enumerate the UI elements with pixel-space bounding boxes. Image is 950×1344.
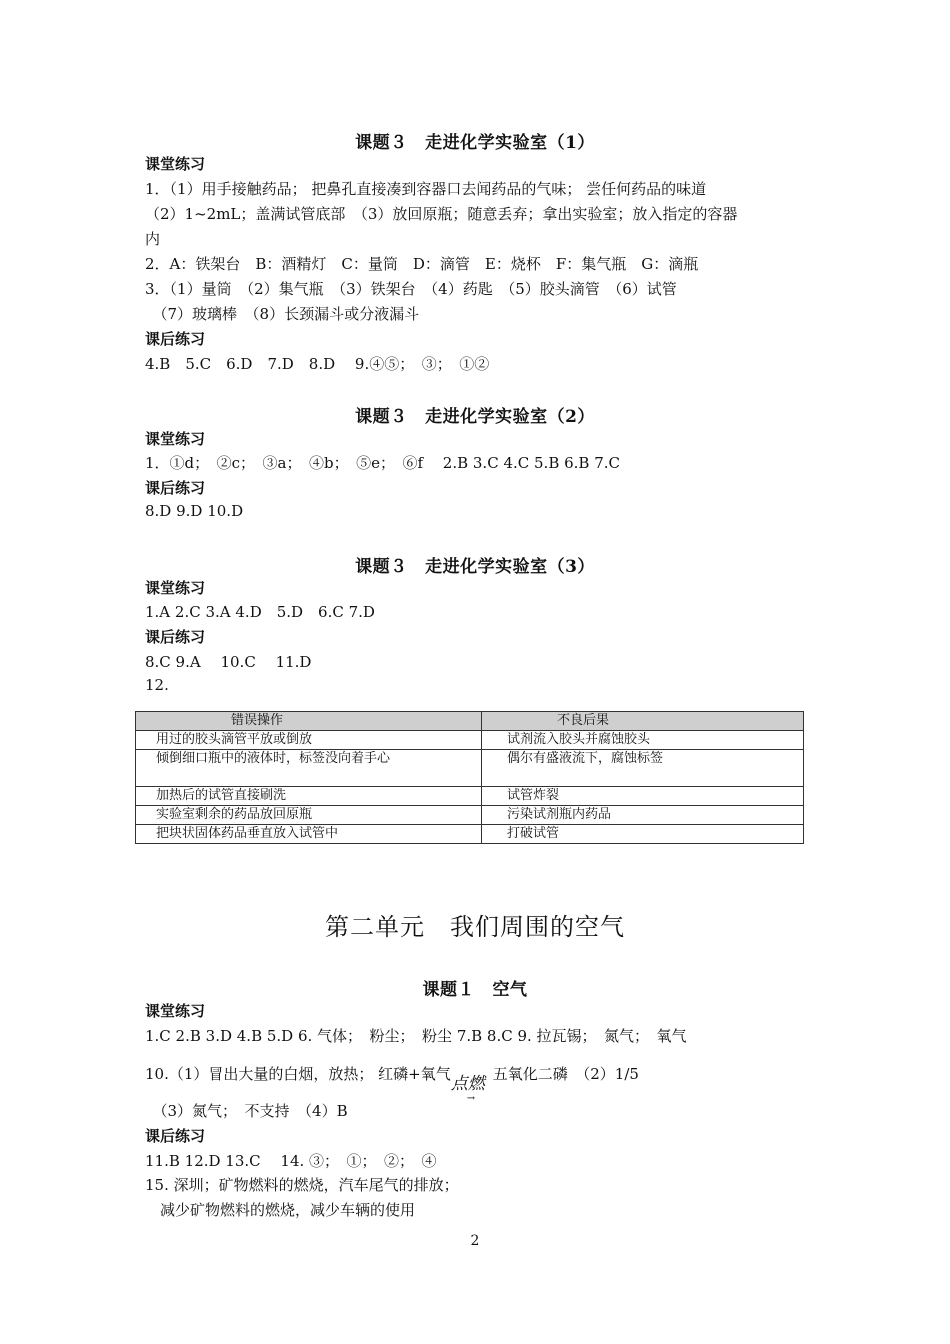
after-practice-label-1: 课后练习 [145, 330, 206, 348]
class-practice-label-1: 课堂练习 [145, 155, 206, 173]
table-cell: 试剂流入胶头并腐蚀胶头 [482, 731, 804, 750]
answer-line: 减少矿物燃料的燃烧，减少车辆的使用 [145, 1201, 416, 1219]
ignite-condition: 点燃 [450, 1074, 485, 1094]
after-practice-label-2: 课后练习 [145, 479, 206, 497]
answer-line: （7）玻璃棒 （8）长颈漏斗或分液漏斗 [145, 305, 420, 323]
answer-line: 1．①d； ②c； ③a； ④b； ⑤e； ⑥f 2.B 3.C 4.C 5.B 6.B 7.C [145, 454, 620, 472]
table-row [136, 731, 804, 750]
answer-line: 4.B 5.C 6.D 7.D 8.D 9.④⑤； ③； ①② [145, 355, 490, 373]
table-row [136, 787, 804, 806]
lesson-title: 课题１ 空气 [422, 980, 528, 1000]
unit-title: 第二单元 我们周围的空气 [325, 913, 625, 941]
answer-line: （2）1~2mL；盖满试管底部 （3）放回原瓶；随意丢弃；拿出实验室；放入指定的容器 [145, 205, 738, 223]
table-header-cell: 不良后果 [482, 712, 804, 731]
answer-line: 15. 深圳；矿物燃料的燃烧，汽车尾气的排放； [145, 1176, 459, 1194]
table-cell: 加热后的试管直接刷洗 [136, 787, 482, 806]
table-cell: 污染试剂瓶内药品 [482, 806, 804, 825]
answer-line: 1.C 2.B 3.D 4.B 5.D 6. 气体； 粉尘； 粉尘 7.B 8.C 9. 拉瓦锡； 氮气； 氧气 [145, 1027, 687, 1045]
table-cell: 用过的胶头滴管平放或倒放 [136, 731, 482, 750]
reaction-arrow-icon: → [466, 1093, 476, 1104]
page-number: 2 [470, 1233, 480, 1249]
table-cell: 把块状固体药品垂直放入试管中 [136, 825, 482, 844]
table-header-row [136, 712, 804, 731]
section-title-2: 课题３ 走进化学实验室（2） [355, 407, 595, 427]
answer-line: 8.C 9.A 10.C 11.D [145, 653, 312, 671]
table-cell: 试管炸裂 [482, 787, 804, 806]
after-practice-label-4: 课后练习 [145, 1127, 206, 1145]
q10-line [145, 1063, 639, 1104]
table-cell: 打破试管 [482, 825, 804, 844]
section-title-3: 课题３ 走进化学实验室（3） [355, 557, 595, 577]
section-title-1: 课题３ 走进化学实验室（1） [355, 133, 595, 153]
table-row [136, 750, 804, 787]
table-cell: 偶尔有盛液流下，腐蚀标签 [482, 750, 804, 787]
table-row [136, 806, 804, 825]
table-header-cell: 错误操作 [136, 712, 482, 731]
class-practice-label-3: 课堂练习 [145, 579, 206, 597]
lab-error-table [135, 711, 804, 844]
class-practice-label-4: 课堂练习 [145, 1002, 206, 1020]
table-cell: 倾倒细口瓶中的液体时，标签没向着手心 [136, 750, 482, 787]
after-practice-label-3: 课后练习 [145, 628, 206, 646]
answer-line: 1．（1）用手接触药品； 把鼻孔直接凑到容器口去闻药品的气味； 尝任何药品的味道 [145, 180, 707, 198]
class-practice-label-2: 课堂练习 [145, 430, 206, 448]
answer-line: 3．（1）量筒 （2）集气瓶 （3）铁架台 （4）药匙 （5）胶头滴管 （6）试管 [145, 280, 677, 298]
q10-pre: 10.（1）冒出大量的白烟，放热； 红磷+氧气 [145, 1065, 451, 1083]
answer-line: 内 [145, 230, 161, 248]
q10-post: 五氧化二磷 （2）1/5 [492, 1065, 639, 1083]
table-cell: 实验室剩余的药品放回原瓶 [136, 806, 482, 825]
answer-line: 12. [145, 676, 169, 694]
answer-line: 8.D 9.D 10.D [145, 502, 244, 520]
answer-line: 2．A：铁架台 B：酒精灯 C：量筒 D：滴管 E：烧杯 F：集气瓶 G：滴瓶 [145, 255, 699, 273]
table-row [136, 825, 804, 844]
answer-line: （3）氮气； 不支持 （4）B [145, 1102, 348, 1120]
answer-line: 1.A 2.C 3.A 4.D 5.D 6.C 7.D [145, 603, 375, 621]
answer-line: 11.B 12.D 13.C 14. ③； ①； ②； ④ [145, 1152, 437, 1170]
